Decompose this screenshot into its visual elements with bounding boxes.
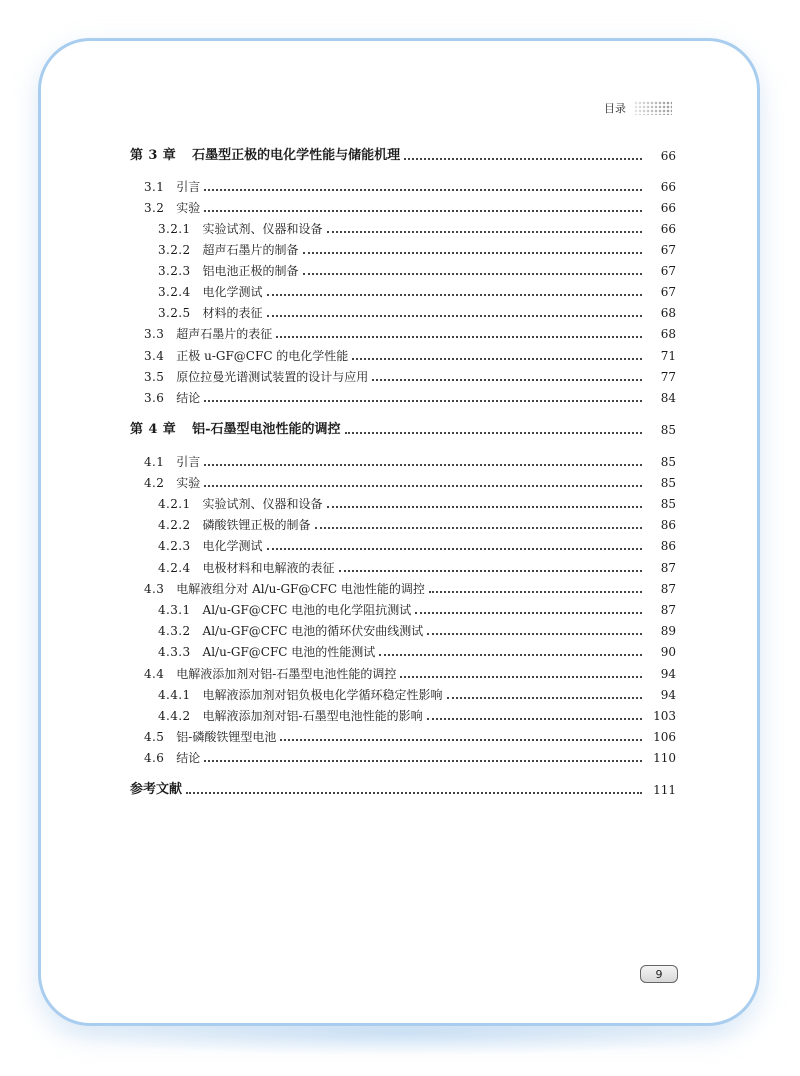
toc-page-number: 110: [653, 751, 676, 765]
toc-page-number: 66: [660, 201, 676, 215]
dot-leader: [379, 654, 642, 656]
toc-page-number: 111: [653, 783, 676, 797]
dot-leader: [267, 548, 642, 550]
toc-title: 超声石墨片的表征: [176, 327, 273, 341]
toc-number: 3.4: [144, 349, 165, 363]
running-header: [604, 100, 672, 116]
toc-number: 4.3.1: [158, 603, 191, 617]
dot-leader: [427, 718, 642, 720]
toc-number: 4.4: [144, 667, 165, 681]
toc-page-number: 68: [660, 327, 676, 341]
toc-number: 3.2.1: [158, 222, 191, 236]
toc-row[interactable]: [0, 344, 800, 364]
toc-title: 引言: [176, 180, 201, 194]
toc-title: 实验: [176, 476, 201, 490]
toc-row[interactable]: [0, 280, 800, 300]
toc-references-row[interactable]: [0, 778, 800, 798]
toc-page-number: 66: [660, 149, 676, 163]
toc-row[interactable]: [0, 619, 800, 639]
dot-leader: [429, 591, 642, 593]
toc-title: 铝-磷酸铁锂型电池: [176, 730, 277, 744]
toc-row[interactable]: [0, 471, 800, 491]
toc-page-number: 87: [660, 603, 676, 617]
toc-number: 4.2.3: [158, 539, 191, 553]
toc-title: 原位拉曼光谱测试装置的设计与应用: [176, 370, 369, 384]
toc-page-number: 85: [660, 423, 676, 437]
dot-leader: [339, 570, 642, 572]
toc-title: 正极 u-GF@CFC 的电化学性能: [176, 349, 349, 363]
dot-leader: [204, 760, 642, 762]
toc-page-number: 90: [660, 645, 676, 659]
toc-page-number: 103: [653, 709, 676, 723]
toc-page-number: 68: [660, 306, 676, 320]
toc-page-number: 106: [653, 730, 676, 744]
toc-page-number: 87: [660, 582, 676, 596]
toc-title: 参考文献: [130, 782, 183, 797]
toc-title: Al/u-GF@CFC 电池的电化学阻抗测试: [202, 603, 412, 617]
dot-leader: [427, 633, 642, 635]
toc-title: 实验: [176, 201, 201, 215]
toc-row[interactable]: [0, 301, 800, 321]
page-number-badge: 9: [640, 965, 678, 983]
toc-title: 超声石墨片的制备: [202, 243, 299, 257]
toc-row[interactable]: [0, 450, 800, 470]
toc-title: 磷酸铁锂正极的制备: [202, 518, 311, 532]
toc-page-number: 94: [660, 688, 676, 702]
dot-leader: [352, 358, 642, 360]
dot-leader: [327, 231, 642, 233]
dot-leader: [404, 158, 642, 160]
toc-chapter-row[interactable]: [0, 418, 800, 438]
toc-number: 4.2: [144, 476, 165, 490]
toc-page-number: 86: [660, 539, 676, 553]
toc-row[interactable]: [0, 683, 800, 703]
toc-row[interactable]: [0, 217, 800, 237]
toc-row[interactable]: [0, 662, 800, 682]
dot-leader: [204, 400, 642, 402]
toc-title: 电解液组分对 Al/u-GF@CFC 电池性能的调控: [176, 582, 425, 596]
toc-title: 电化学测试: [202, 285, 263, 299]
toc-row[interactable]: [0, 725, 800, 745]
toc-page-number: 77: [660, 370, 676, 384]
toc-row[interactable]: [0, 577, 800, 597]
toc-number: 3.2.4: [158, 285, 191, 299]
toc-title: 电解液添加剂对铝负极电化学循环稳定性影响: [202, 688, 443, 702]
toc-page-number: 85: [660, 497, 676, 511]
dot-leader: [303, 252, 642, 254]
toc-page-number: 89: [660, 624, 676, 638]
toc-row[interactable]: [0, 175, 800, 195]
toc-number: 4.3.2: [158, 624, 191, 638]
toc-row[interactable]: [0, 238, 800, 258]
toc-title: Al/u-GF@CFC 电池的循环伏安曲线测试: [202, 624, 424, 638]
toc-number: 3.2.2: [158, 243, 191, 257]
toc-number: 4.2.2: [158, 518, 191, 532]
toc-row[interactable]: [0, 746, 800, 766]
toc-page-number: 87: [660, 561, 676, 575]
toc-title: Al/u-GF@CFC 电池的性能测试: [202, 645, 376, 659]
dot-leader: [186, 792, 642, 794]
toc-row[interactable]: [0, 704, 800, 724]
toc-page-number: 84: [660, 391, 676, 405]
halftone-pattern-icon: [634, 101, 672, 115]
dot-leader: [276, 336, 642, 338]
toc-number: 3.1: [144, 180, 165, 194]
toc-title: 电极材料和电解液的表征: [202, 561, 335, 575]
toc-page-number: 85: [660, 455, 676, 469]
toc-number: 4.4.1: [158, 688, 191, 702]
dot-leader: [372, 379, 642, 381]
toc-number: 4.4.2: [158, 709, 191, 723]
dot-leader: [345, 432, 642, 434]
dot-leader: [204, 485, 642, 487]
dot-leader: [267, 315, 642, 317]
toc-title: 材料的表征: [202, 306, 263, 320]
toc-title: 结论: [176, 391, 201, 405]
toc-number: 4.2.4: [158, 561, 191, 575]
toc-number: 4.2.1: [158, 497, 191, 511]
toc-row[interactable]: [0, 534, 800, 554]
toc-number: 第 4 章: [130, 422, 177, 437]
toc-number: 4.6: [144, 751, 165, 765]
toc-number: 第 3 章: [130, 148, 177, 163]
toc-page-number: 71: [660, 349, 676, 363]
toc-page-number: 85: [660, 476, 676, 490]
dot-leader: [280, 739, 642, 741]
toc-row[interactable]: [0, 322, 800, 342]
toc-number: 4.3.3: [158, 645, 191, 659]
toc-number: 3.6: [144, 391, 165, 405]
toc-chapter-row[interactable]: [0, 144, 800, 164]
toc-number: 3.5: [144, 370, 165, 384]
running-header-label: 目录: [604, 102, 626, 115]
toc-page-number: 94: [660, 667, 676, 681]
dot-leader: [400, 676, 642, 678]
toc-number: 3.2.3: [158, 264, 191, 278]
dot-leader: [415, 612, 642, 614]
dot-leader: [315, 527, 642, 529]
dot-leader: [204, 464, 642, 466]
toc-title: 铝-石墨型电池性能的调控: [192, 422, 341, 437]
toc-row[interactable]: [0, 640, 800, 660]
toc-title: 实验试剂、仪器和设备: [202, 222, 323, 236]
toc-page-number: 67: [660, 264, 676, 278]
toc-page-number: 86: [660, 518, 676, 532]
toc-number: 4.5: [144, 730, 165, 744]
dot-leader: [267, 294, 642, 296]
toc-page-number: 67: [660, 243, 676, 257]
toc-number: 3.2.5: [158, 306, 191, 320]
toc-number: 4.3: [144, 582, 165, 596]
toc-title: 电化学测试: [202, 539, 263, 553]
toc-row[interactable]: [0, 196, 800, 216]
dot-leader: [303, 273, 642, 275]
toc-number: 3.3: [144, 327, 165, 341]
dot-leader: [447, 697, 642, 699]
toc-row[interactable]: [0, 259, 800, 279]
dot-leader: [204, 210, 642, 212]
toc-number: 4.1: [144, 455, 165, 469]
toc-title: 铝电池正极的制备: [202, 264, 299, 278]
toc-row[interactable]: [0, 386, 800, 406]
toc-title: 结论: [176, 751, 201, 765]
toc-title: 引言: [176, 455, 201, 469]
toc-row[interactable]: [0, 513, 800, 533]
toc-page-number: 66: [660, 180, 676, 194]
toc-row[interactable]: [0, 365, 800, 385]
dot-leader: [204, 189, 642, 191]
toc-title: 石墨型正极的电化学性能与储能机理: [192, 148, 401, 163]
toc-row[interactable]: [0, 492, 800, 512]
toc-title: 电解液添加剂对铝-石墨型电池性能的调控: [176, 667, 397, 681]
toc-page-number: 66: [660, 222, 676, 236]
toc-title: 实验试剂、仪器和设备: [202, 497, 323, 511]
toc-page-number: 67: [660, 285, 676, 299]
toc-row[interactable]: [0, 556, 800, 576]
dot-leader: [327, 506, 642, 508]
toc-title: 电解液添加剂对铝-石墨型电池性能的影响: [202, 709, 423, 723]
toc-number: 3.2: [144, 201, 165, 215]
toc-row[interactable]: [0, 598, 800, 618]
